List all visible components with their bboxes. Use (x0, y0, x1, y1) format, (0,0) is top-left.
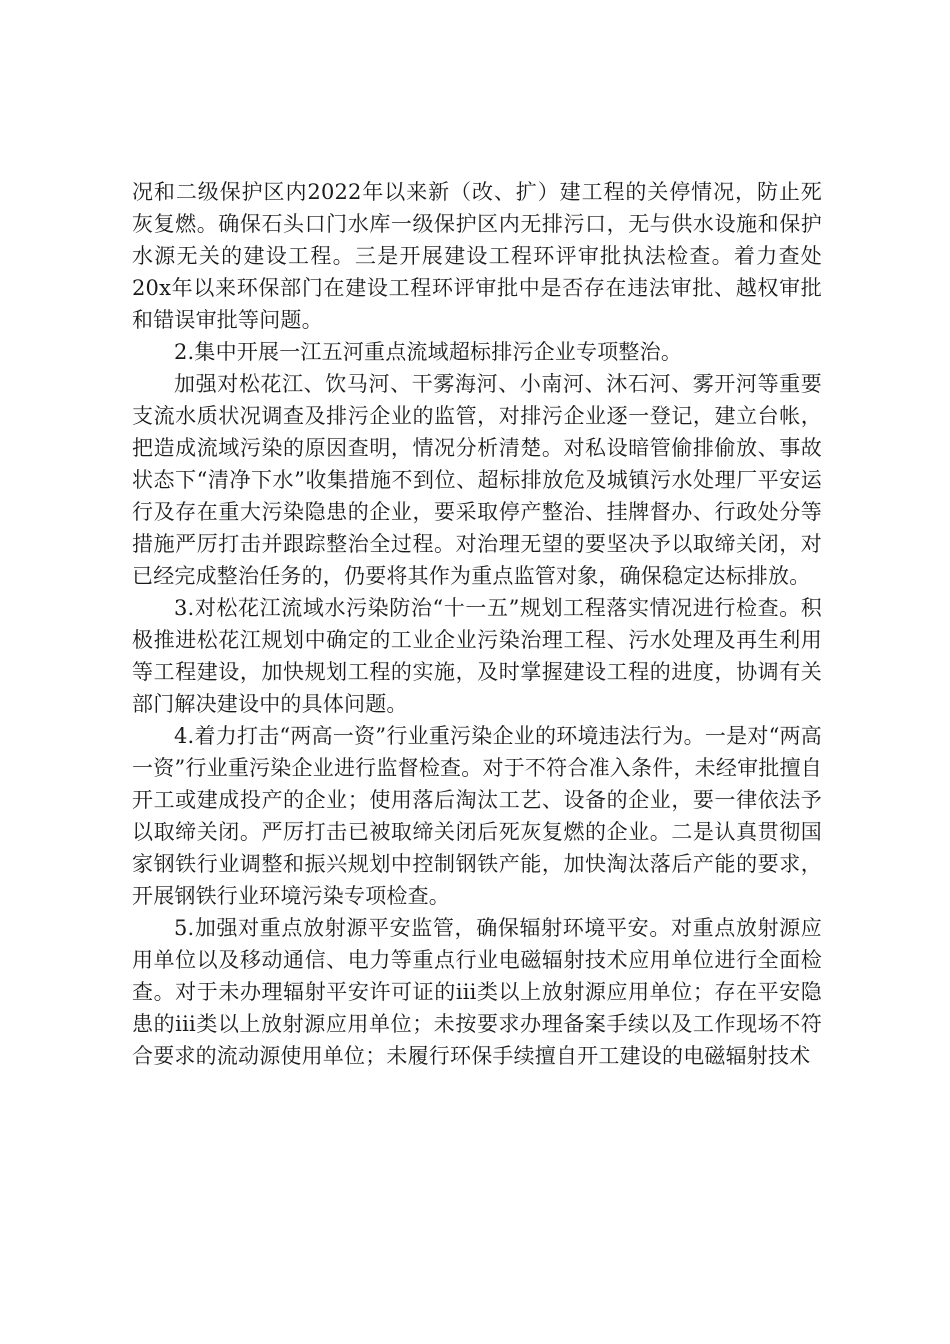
paragraph-item-5: 5.加强对重点放射源平安监管，确保辐射环境平安。对重点放射源应用单位以及移动通信、电力等重点行业电磁辐射技术应用单位进行全面检查。对于未办理辐射平安许可证的iii类以上放射源应用单位；存在平安隐患的iii类以上放射源应用单位；未按要求办理备案手续以及工作现场不符合要求的流动源使用单位；未履行环保手续擅自开工建设的电磁辐射技术 (132, 916, 822, 1068)
paragraph-item-3: 3.对松花江流域水污染防治“十一五”规划工程落实情况进行检查。积极推进松花江规划中确定的工业企业污染治理工程、污水处理及再生利用等工程建设，加快规划工程的实施，及时掌握建设工程的进度，协调有关部门解决建设中的具体问题。 (132, 596, 822, 716)
document-body (132, 176, 822, 1072)
paragraph-item-2-body: 加强对松花江、饮马河、干雾海河、小南河、沐石河、雾开河等重要支流水质状况调查及排污企业的监管，对排污企业逐一登记，建立台帐，把造成流域污染的原因查明，情况分析清楚。对私设暗管偷排偷放、事故状态下“清净下水”收集措施不到位、超标排放危及城镇污水处理厂平安运行及存在重大污染隐患的企业，要采取停产整治、挂牌督办、行政处分等措施严厉打击并跟踪整治全过程。对治理无望的要坚决予以取缔关闭，对已经完成整治任务的，仍要将其作为重点监管对象，确保稳定达标排放。 (132, 372, 822, 588)
paragraph-item-2-heading: 2.集中开展一江五河重点流域超标排污企业专项整治。 (174, 340, 683, 364)
paragraph-item-4: 4.着力打击“两高一资”行业重污染企业的环境违法行为。一是对“两高一资”行业重污染企业进行监督检查。对于不符合准入条件，未经审批擅自开工或建成投产的企业；使用落后淘汰工艺、设备的企业，要一律依法予以取缔关闭。严厉打击已被取缔关闭后死灰复燃的企业。二是认真贯彻国家钢铁行业调整和振兴规划中控制钢铁产能，加快淘汰落后产能的要求，开展钢铁行业环境污染专项检查。 (132, 724, 822, 908)
paragraph-continuation: 况和二级保护区内2022年以来新（改、扩）建工程的关停情况，防止死灰复燃。确保石头口门水库一级保护区内无排污口，无与供水设施和保护水源无关的建设工程。三是开展建设工程环评审批执法检查。着力查处20x年以来环保部门在建设工程环评审批中是否存在违法审批、越权审批和错误审批等问题。 (132, 180, 822, 332)
